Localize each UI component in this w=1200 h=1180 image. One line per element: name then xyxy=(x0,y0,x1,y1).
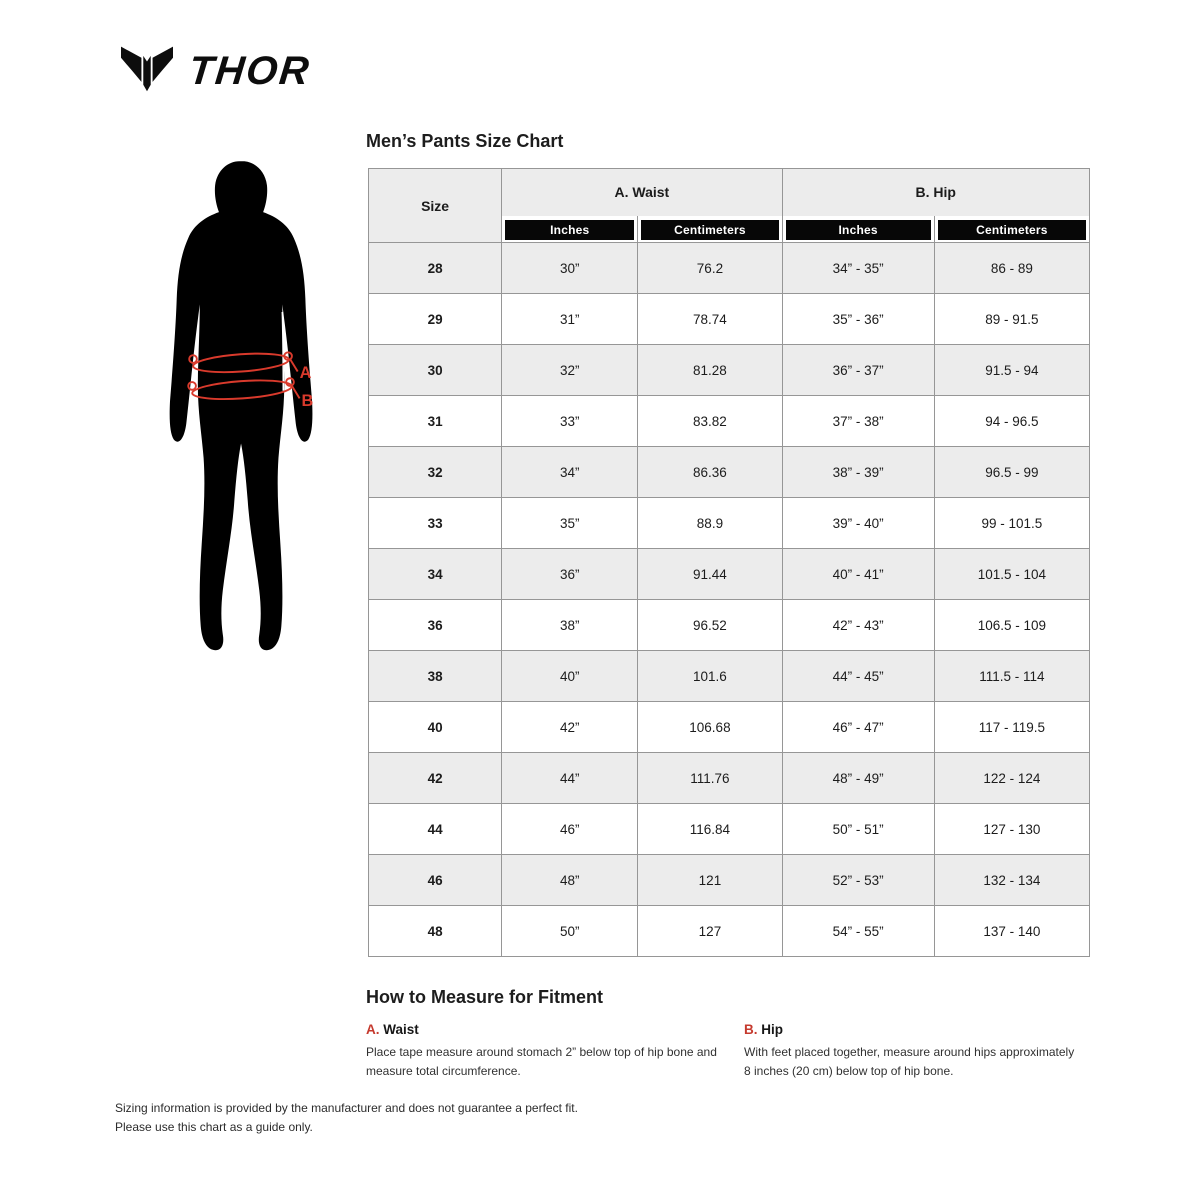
value-cell: 44” xyxy=(502,753,638,804)
hip-label-b: B xyxy=(301,392,314,411)
page-title: Men’s Pants Size Chart xyxy=(366,131,564,151)
value-cell: 31” xyxy=(502,294,638,345)
value-cell: 83.82 xyxy=(638,396,782,447)
measure-item-waist-title xyxy=(366,1022,718,1037)
value-cell: 106.5 - 109 xyxy=(934,600,1089,651)
waist-inches-header-cell xyxy=(502,216,638,243)
waist-centimeters-header: Centimeters xyxy=(641,220,778,240)
size-cell: 32 xyxy=(369,447,502,498)
value-cell: 39” - 40” xyxy=(782,498,934,549)
size-cell: 38 xyxy=(369,651,502,702)
waist-group-header: A. Waist xyxy=(502,169,782,216)
table-row xyxy=(369,855,1090,906)
value-cell: 46” xyxy=(502,804,638,855)
value-cell: 33” xyxy=(502,396,638,447)
size-cell: 40 xyxy=(369,702,502,753)
table-row xyxy=(369,396,1090,447)
table-row xyxy=(369,906,1090,957)
value-cell: 44” - 45” xyxy=(782,651,934,702)
value-cell: 40” xyxy=(502,651,638,702)
measure-name-waist: Waist xyxy=(383,1022,419,1037)
measure-item-hip xyxy=(744,1022,1078,1081)
value-cell: 32” xyxy=(502,345,638,396)
size-cell: 29 xyxy=(369,294,502,345)
thor-wordmark: THOR xyxy=(186,48,313,93)
value-cell: 48” - 49” xyxy=(782,753,934,804)
size-cell: 33 xyxy=(369,498,502,549)
value-cell: 132 - 134 xyxy=(934,855,1089,906)
value-cell: 36” xyxy=(502,549,638,600)
value-cell: 30” xyxy=(502,243,638,294)
table-row xyxy=(369,651,1090,702)
value-cell: 40” - 41” xyxy=(782,549,934,600)
waist-centimeters-header-cell xyxy=(638,216,782,243)
table-row xyxy=(369,600,1090,651)
size-column-header: Size xyxy=(369,169,502,243)
size-cell: 46 xyxy=(369,855,502,906)
hip-group-header: B. Hip xyxy=(782,169,1089,216)
value-cell: 111.5 - 114 xyxy=(934,651,1089,702)
value-cell: 81.28 xyxy=(638,345,782,396)
value-cell: 127 xyxy=(638,906,782,957)
value-cell: 36” - 37” xyxy=(782,345,934,396)
brand-logo xyxy=(118,42,313,99)
table-row xyxy=(369,243,1090,294)
waist-inches-header: Inches xyxy=(505,220,634,240)
value-cell: 117 - 119.5 xyxy=(934,702,1089,753)
sizing-disclaimer xyxy=(115,1099,578,1137)
table-row xyxy=(369,549,1090,600)
table-row xyxy=(369,345,1090,396)
waist-label-a: A xyxy=(299,364,312,383)
value-cell: 34” - 35” xyxy=(782,243,934,294)
value-cell: 38” xyxy=(502,600,638,651)
size-cell: 34 xyxy=(369,549,502,600)
size-cell: 28 xyxy=(369,243,502,294)
value-cell: 38” - 39” xyxy=(782,447,934,498)
table-row xyxy=(369,498,1090,549)
measure-text-hip: With feet placed together, measure around hips approximately 8 inches (20 cm) below top of hip bone. xyxy=(744,1045,1075,1079)
value-cell: 78.74 xyxy=(638,294,782,345)
measure-item-waist xyxy=(366,1022,718,1081)
value-cell: 121 xyxy=(638,855,782,906)
men-silhouette-figure xyxy=(146,150,338,666)
value-cell: 88.9 xyxy=(638,498,782,549)
disclaimer-line-2: Please use this chart as a guide only. xyxy=(115,1120,313,1135)
value-cell: 122 - 124 xyxy=(934,753,1089,804)
measure-text-waist: Place tape measure around stomach 2” below top of hip bone and measure total circumference. xyxy=(366,1045,717,1079)
measure-key-a: A. xyxy=(366,1022,380,1037)
size-cell: 30 xyxy=(369,345,502,396)
value-cell: 52” - 53” xyxy=(782,855,934,906)
value-cell: 96.52 xyxy=(638,600,782,651)
value-cell: 35” xyxy=(502,498,638,549)
value-cell: 89 - 91.5 xyxy=(934,294,1089,345)
thor-logo-icon xyxy=(118,42,176,99)
man-silhouette xyxy=(170,161,313,650)
value-cell: 127 - 130 xyxy=(934,804,1089,855)
value-cell: 106.68 xyxy=(638,702,782,753)
hip-centimeters-header-cell xyxy=(934,216,1089,243)
disclaimer-line-1: Sizing information is provided by the manufacturer and does not guarantee a perfect fit. xyxy=(115,1101,578,1115)
size-cell: 48 xyxy=(369,906,502,957)
value-cell: 37” - 38” xyxy=(782,396,934,447)
hip-centimeters-header: Centimeters xyxy=(938,220,1086,240)
hip-inches-header: Inches xyxy=(786,220,931,240)
table-row xyxy=(369,702,1090,753)
value-cell: 137 - 140 xyxy=(934,906,1089,957)
table-row xyxy=(369,294,1090,345)
value-cell: 101.5 - 104 xyxy=(934,549,1089,600)
value-cell: 96.5 - 99 xyxy=(934,447,1089,498)
value-cell: 76.2 xyxy=(638,243,782,294)
measure-name-hip: Hip xyxy=(761,1022,784,1037)
value-cell: 34” xyxy=(502,447,638,498)
measure-section-heading: How to Measure for Fitment xyxy=(366,987,604,1007)
value-cell: 116.84 xyxy=(638,804,782,855)
value-cell: 35” - 36” xyxy=(782,294,934,345)
value-cell: 94 - 96.5 xyxy=(934,396,1089,447)
size-cell: 36 xyxy=(369,600,502,651)
value-cell: 50” xyxy=(502,906,638,957)
value-cell: 91.44 xyxy=(638,549,782,600)
value-cell: 91.5 - 94 xyxy=(934,345,1089,396)
value-cell: 48” xyxy=(502,855,638,906)
measure-item-hip-title xyxy=(744,1022,1078,1037)
value-cell: 86.36 xyxy=(638,447,782,498)
size-table xyxy=(368,168,1090,957)
table-row xyxy=(369,753,1090,804)
size-cell: 44 xyxy=(369,804,502,855)
value-cell: 111.76 xyxy=(638,753,782,804)
value-cell: 42” - 43” xyxy=(782,600,934,651)
size-cell: 42 xyxy=(369,753,502,804)
value-cell: 99 - 101.5 xyxy=(934,498,1089,549)
value-cell: 86 - 89 xyxy=(934,243,1089,294)
table-row xyxy=(369,447,1090,498)
value-cell: 54” - 55” xyxy=(782,906,934,957)
value-cell: 101.6 xyxy=(638,651,782,702)
size-cell: 31 xyxy=(369,396,502,447)
measure-key-b: B. xyxy=(744,1022,758,1037)
value-cell: 50” - 51” xyxy=(782,804,934,855)
value-cell: 46” - 47” xyxy=(782,702,934,753)
table-row xyxy=(369,804,1090,855)
value-cell: 42” xyxy=(502,702,638,753)
hip-inches-header-cell xyxy=(782,216,934,243)
